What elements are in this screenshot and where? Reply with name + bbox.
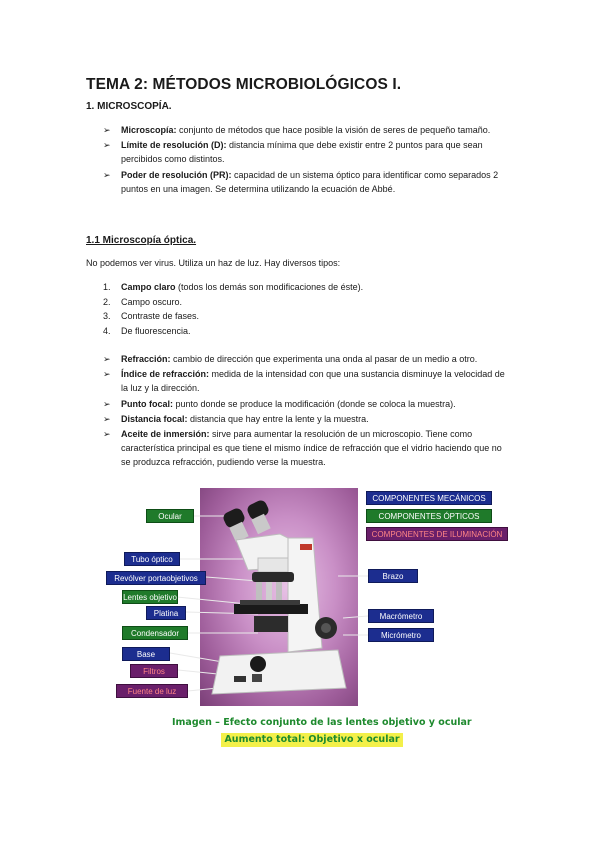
list-item bbox=[103, 168, 503, 196]
arrow-bullet-icon: ➢ bbox=[103, 354, 111, 364]
definition: capacidad de un sistema óptico para identificar como separados 2 puntos en una imagen. Se determina utilizando la ecuación de Abbé. bbox=[121, 169, 499, 194]
term: Límite de resolución (D): bbox=[121, 140, 227, 151]
legend-lighting: COMPONENTES DE ILUMINACIÓN bbox=[366, 527, 508, 541]
label-micrometro: Micrómetro bbox=[368, 628, 434, 642]
figure-caption: Imagen – Efecto conjunto de las lentes objetivo y ocular bbox=[172, 717, 472, 728]
paragraph: No podemos ver virus. Utiliza un haz de luz. Hay diversos tipos: bbox=[86, 258, 341, 268]
list-item: ➢ Punto focal: punto donde se produce la modificación (donde se coloca la muestra). bbox=[103, 397, 513, 411]
label-brazo: Brazo bbox=[368, 569, 418, 583]
figure-formula: Aumento total: Objetivo x ocular bbox=[221, 733, 403, 747]
arrow-bullet-icon: ➢ bbox=[103, 413, 111, 424]
label-macrometro: Macrómetro bbox=[368, 609, 434, 623]
label-lentes-objetivo: Lentes objetivo bbox=[122, 590, 178, 604]
label-base: Base bbox=[122, 647, 170, 661]
label-filtros: Filtros bbox=[130, 664, 178, 678]
label-platina: Platina bbox=[146, 606, 186, 620]
list-item: 4. De fluorescencia. bbox=[103, 325, 191, 336]
label-condensador: Condensador bbox=[122, 626, 188, 640]
microscope-figure bbox=[108, 488, 510, 704]
list-item: ➢ Índice de refracción: medida de la intensidad con que una sustancia disminuye la velocidad de la luz y la dirección. bbox=[103, 369, 505, 394]
label-tubo-optico: Tubo óptico bbox=[124, 552, 180, 566]
legend-mechanical: COMPONENTES MECÁNICOS bbox=[366, 491, 492, 505]
list-item: ➢ Distancia focal: distancia que hay entre la lente y la muestra. bbox=[103, 412, 513, 426]
label-ocular: Ocular bbox=[146, 509, 194, 523]
term: Poder de resolución (PR): bbox=[121, 169, 232, 180]
definition: distancia mínima que debe existir entre 2 puntos para que sean percibidos como distintos. bbox=[121, 140, 483, 165]
term: Microscopía: bbox=[121, 125, 177, 135]
arrow-bullet-icon: ➢ bbox=[103, 169, 111, 180]
arrow-bullet-icon: ➢ bbox=[103, 398, 111, 409]
concepts-list bbox=[103, 352, 513, 471]
label-revolver: Revólver portaobjetivos bbox=[106, 571, 206, 585]
legend-optical: COMPONENTES ÓPTICOS bbox=[366, 509, 492, 523]
arrow-bullet-icon: ➢ bbox=[103, 429, 111, 440]
label-fuente-de-luz: Fuente de luz bbox=[116, 684, 188, 698]
page-title: TEMA 2: MÉTODOS MICROBIOLÓGICOS I. bbox=[86, 76, 402, 93]
definition: conjunto de métodos que hace posible la visión de seres de pequeño tamaño. bbox=[176, 125, 491, 135]
list-item: 1. Campo claro (todos los demás son modificaciones de éste). bbox=[103, 282, 364, 292]
definition-list bbox=[103, 123, 503, 197]
ocular-icon bbox=[222, 499, 271, 543]
section-heading: 1. MICROSCOPÍA. bbox=[86, 101, 172, 112]
list-item bbox=[103, 138, 503, 166]
arrow-bullet-icon: ➢ bbox=[103, 369, 111, 380]
list-item: 2. Campo oscuro. bbox=[103, 296, 183, 307]
arrow-bullet-icon: ➢ bbox=[103, 140, 111, 151]
list-item: ➢ Aceite de inmersión: sirve para aumentar la resolución de un microscopio. Tiene como característica principal es que tiene el mismo índice de refracción que el vidrio haciendo que no se produzca refracción, pudiendo verse la muestra. bbox=[103, 429, 502, 468]
list-item: 3. Contraste de fases. bbox=[103, 311, 200, 322]
list-item bbox=[103, 123, 503, 137]
list-item: ➢ Refracción: cambio de dirección que experimenta una onda al pasar de un medio a otro. bbox=[103, 352, 513, 366]
arrow-bullet-icon: ➢ bbox=[103, 125, 111, 135]
subsection-heading: 1.1 Microscopía óptica. bbox=[86, 235, 197, 246]
microscopy-types-list bbox=[103, 280, 363, 338]
